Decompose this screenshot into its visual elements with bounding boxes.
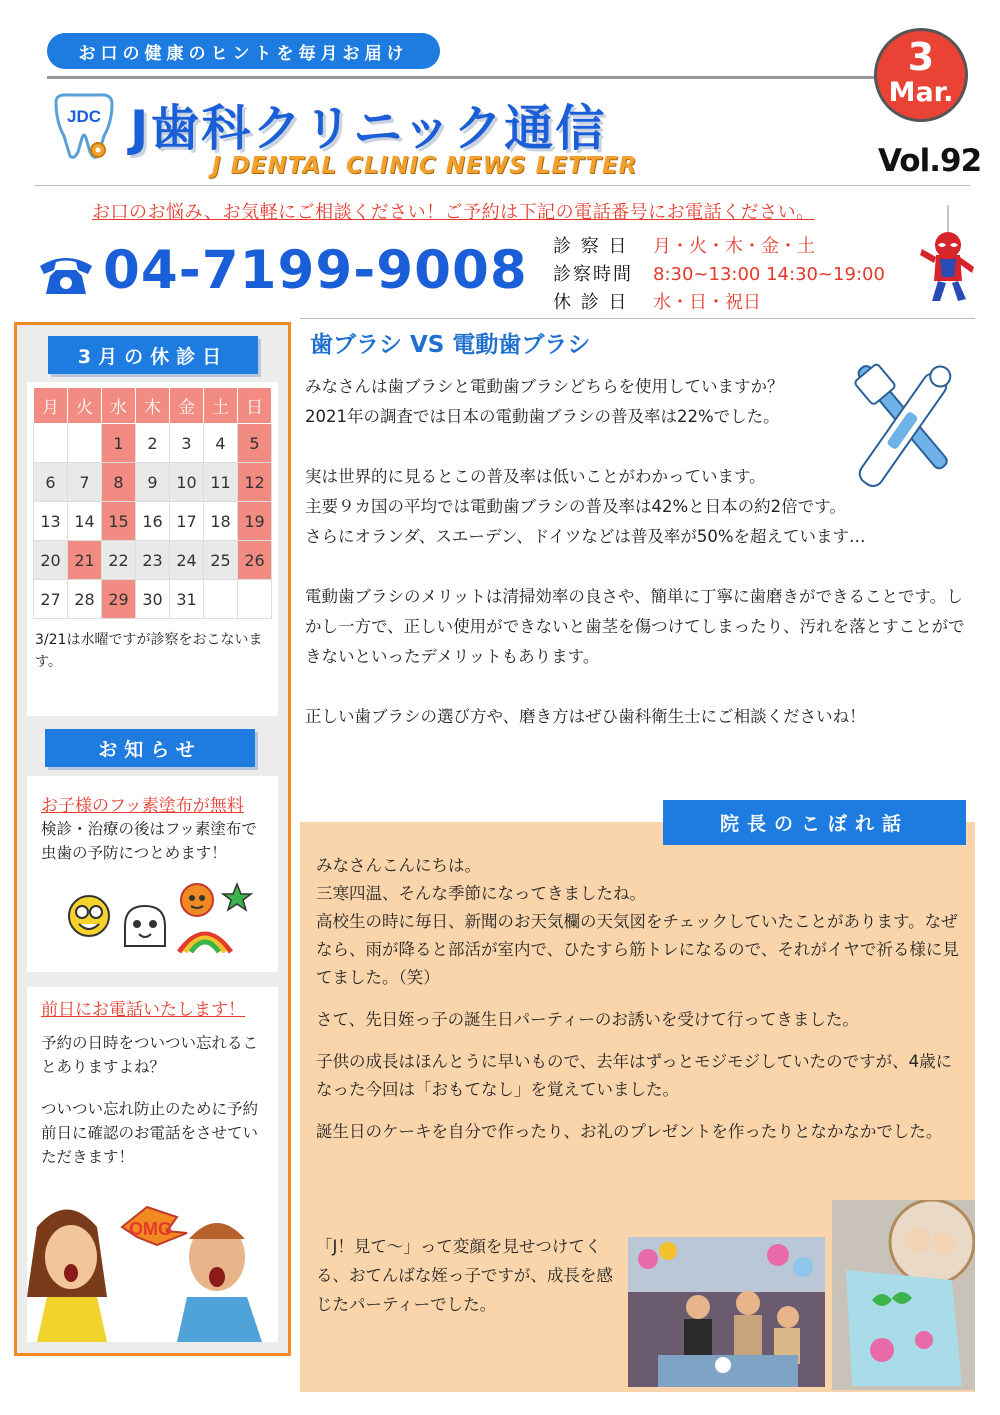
calendar-day: 18 (204, 502, 238, 541)
calendar-week-row (34, 580, 272, 619)
reminder-notice-title: 前日にお電話いたします！ (41, 1000, 245, 1020)
notice-heading: お知らせ (45, 729, 255, 767)
weekday-header: 日 (238, 388, 272, 424)
calendar-empty-cell (204, 580, 238, 619)
birthday-card-photo (832, 1200, 975, 1390)
calendar-day: 23 (136, 541, 170, 580)
calendar-day: 14 (68, 502, 102, 541)
calendar-day: 19 (238, 502, 272, 541)
hours-row-closed (553, 289, 885, 317)
article-body (305, 372, 975, 762)
calendar-weekdays (34, 388, 272, 424)
director-column-text (316, 852, 966, 1160)
hours-row-time (553, 261, 885, 289)
holiday-calendar (33, 387, 272, 619)
calendar-week-row (34, 424, 272, 463)
director-paragraph: みなさんこんにちは。 三寒四温、そんな季節になってきましたね。 高校生の時に毎日、新聞のお天気欄の天気図をチェックしていたことがあります。なぜなら、雨が降ると部活が室内で、ひたすら筋トレになるので、それがイヤで祈る様に見てました。（笑） (316, 856, 959, 987)
article-paragraph: 正しい歯ブラシの選び方や、磨き方はぜひ歯科衛生士にご相談くださいね！ (305, 707, 866, 726)
omg-surprised-people-illustration (27, 1187, 278, 1342)
calendar-day: 5 (238, 424, 272, 463)
calendar-day: 17 (170, 502, 204, 541)
calendar-day: 2 (136, 424, 170, 463)
calendar-week-row (34, 463, 272, 502)
calendar-day: 21 (68, 541, 102, 580)
article-paragraph: 電動歯ブラシのメリットは清掃効率の良さや、簡単に丁寧に歯磨きができることです。しかし一方で、正しい使用ができないと歯茎を傷つけてしまったり、汚れを落とすことができないといったデメリットもあります。 (305, 587, 965, 666)
calendar-note: 3/21は水曜ですが診察をおこないます。 (35, 632, 263, 670)
newsletter-subtitle: J DENTAL CLINIC NEWS LETTER (212, 153, 638, 179)
calendar-day: 16 (136, 502, 170, 541)
calendar-day: 11 (204, 463, 238, 502)
calendar-day: 24 (170, 541, 204, 580)
happy-teeth-illustration (55, 876, 255, 961)
calendar-week-row (34, 541, 272, 580)
article-title: 歯ブラシ VS 電動歯ブラシ (310, 332, 591, 358)
weekday-header: 木 (136, 388, 170, 424)
contact-notice: お口のお悩み、お気軽にご相談ください！ご予約は下記の電話番号にお電話ください。 (92, 202, 815, 223)
newsletter-title: J歯科クリニック通信 (130, 100, 607, 157)
month-abbr: Mar. (888, 77, 954, 108)
director-column-heading: 院長のこぼれ話 (663, 800, 966, 845)
calendar-week-row (34, 502, 272, 541)
calendar-day: 22 (102, 541, 136, 580)
hours-label: 休 診 日 (553, 292, 629, 313)
hours-label: 診察時間 (553, 264, 633, 285)
hours-value: 8:30~13:00 14:30~19:00 (653, 264, 885, 285)
director-paragraph: さて、先日姪っ子の誕生日パーティーのお誘いを受けて行ってきました。 (316, 1010, 859, 1029)
weekday-header: 月 (34, 388, 68, 424)
calendar-day: 28 (68, 580, 102, 619)
spider-hero-illustration (918, 205, 976, 305)
reminder-notice-text-2: ついつい忘れ防止のために予約前日に確認のお電話をさせていただきます！ (41, 1100, 259, 1166)
calendar-day: 3 (170, 424, 204, 463)
party-photo (628, 1237, 825, 1387)
calendar-day: 9 (136, 463, 170, 502)
calendar-empty-cell (68, 424, 102, 463)
reminder-notice-panel (27, 987, 278, 1342)
calendar-day: 27 (34, 580, 68, 619)
calendar-day: 7 (68, 463, 102, 502)
weekday-header: 火 (68, 388, 102, 424)
calendar-day: 10 (170, 463, 204, 502)
logo-text: JDC (66, 107, 102, 126)
fluoride-notice-title: お子様のフッ素塗布が無料 (41, 796, 244, 816)
calendar-heading: 3月の休診日 (48, 336, 258, 374)
calendar-empty-cell (238, 580, 272, 619)
director-paragraph: 誕生日のケーキを自分で作ったり、お礼のプレゼントを作ったりとなかなかでした。 (316, 1122, 943, 1141)
sidebar (14, 322, 291, 1356)
calendar-day: 31 (170, 580, 204, 619)
reminder-notice-text-1: 予約の日時をついつい忘れることありますよね？ (41, 1034, 259, 1076)
calendar-day: 6 (34, 463, 68, 502)
calendar-empty-cell (34, 424, 68, 463)
calendar-day: 12 (238, 463, 272, 502)
calendar-day: 1 (102, 424, 136, 463)
calendar-day: 15 (102, 502, 136, 541)
calendar-panel (27, 382, 278, 716)
fluoride-notice-text: 検診・治療の後はフッ素塗布で虫歯の予防につとめます！ (41, 820, 257, 862)
hours-value: 水・日・祝日 (653, 292, 761, 313)
hours-value: 月・火・木・金・土 (653, 236, 815, 257)
calendar-day: 25 (204, 541, 238, 580)
hours-label: 診 察 日 (553, 236, 629, 257)
hours-row-days (553, 233, 885, 261)
phone-number[interactable]: 04-7199-9008 (103, 240, 528, 301)
month-badge (874, 28, 968, 122)
tagline-banner: お口の健康のヒントを毎月お届け (47, 33, 440, 69)
calendar-day: 8 (102, 463, 136, 502)
telephone-icon (36, 250, 96, 300)
article-paragraph: 実は世界的に見るとこの普及率は低いことがわかっています。 主要９カ国の平均では電動歯ブラシの普及率は42%と日本の約2倍です。 さらにオランダ、スエーデン、ドイツなどは普及率が50%を超えています… (305, 467, 866, 546)
weekday-header: 土 (204, 388, 238, 424)
fluoride-notice-panel (27, 776, 278, 972)
director-paragraph: 子供の成長はほんとうに早いもので、去年はずっとモジモジしていたのですが、4歳になった今回は「おもてなし」を覚えていました。 (316, 1052, 953, 1099)
omg-text: OMG (129, 1219, 172, 1239)
clinic-logo (48, 92, 120, 162)
weekday-header: 水 (102, 388, 136, 424)
header-divider (47, 76, 892, 79)
month-number: 3 (907, 35, 935, 79)
calendar-days (34, 424, 272, 619)
weekday-header: 金 (170, 388, 204, 424)
volume-number: Vol.92 (878, 143, 982, 179)
calendar-day: 26 (238, 541, 272, 580)
header-divider-2 (35, 185, 970, 186)
calendar-day: 30 (136, 580, 170, 619)
director-closing-paragraph: 「J！見て〜」って変顔を見せつけてくる、おてんばな姪っ子ですが、成長を感じたパーティーでした。 (316, 1237, 613, 1314)
article-paragraph: みなさんは歯ブラシと電動歯ブラシどちらを使用していますか？ 2021年の調査では日本の電動歯ブラシの普及率は22%でした。 (305, 377, 784, 426)
calendar-day: 13 (34, 502, 68, 541)
calendar-day: 4 (204, 424, 238, 463)
calendar-day: 20 (34, 541, 68, 580)
article-divider (300, 318, 975, 319)
calendar-day: 29 (102, 580, 136, 619)
clinic-hours (553, 233, 885, 317)
